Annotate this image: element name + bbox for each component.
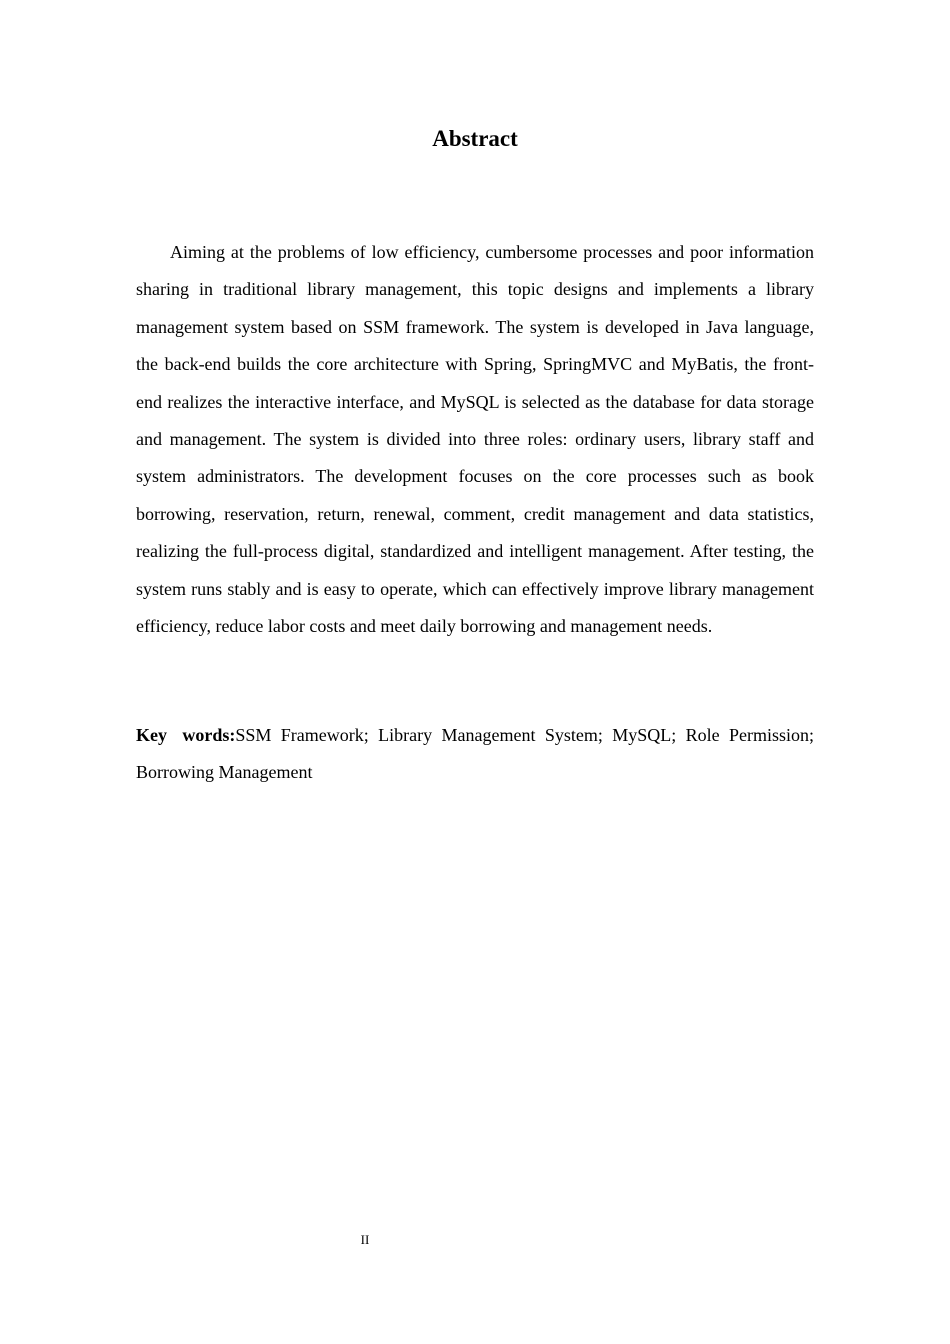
keywords-line: [136, 717, 814, 792]
keywords-label: Key words:: [136, 725, 236, 745]
page-title: Abstract: [432, 126, 518, 151]
keywords-text: SSM Framework; Library Management System; MySQL; Role Permission; Borrowing Management: [136, 725, 814, 783]
page-number: II: [360, 1232, 370, 1247]
abstract-paragraph: Aiming at the problems of low efficiency, cumbersome processes and poor information sharing in traditional library management, this topic designs and implements a library management system based on SSM framework. The system is developed in Java language, the back-end builds the core architecture with Spring, SpringMVC and MyBatis, the front-end realizes the interactive interface, and MySQL is selected as the database for data storage and management. The system is divided into three roles: ordinary users, library staff and system administrators. The development focuses on the core processes such as book borrowing, reservation, return, renewal, comment, credit management and data statistics, realizing the full-process digital, standardized and intelligent management. After testing, the system runs stably and is easy to operate, which can effectively improve library management efficiency, reduce labor costs and meet daily borrowing and management needs.: [136, 242, 814, 637]
